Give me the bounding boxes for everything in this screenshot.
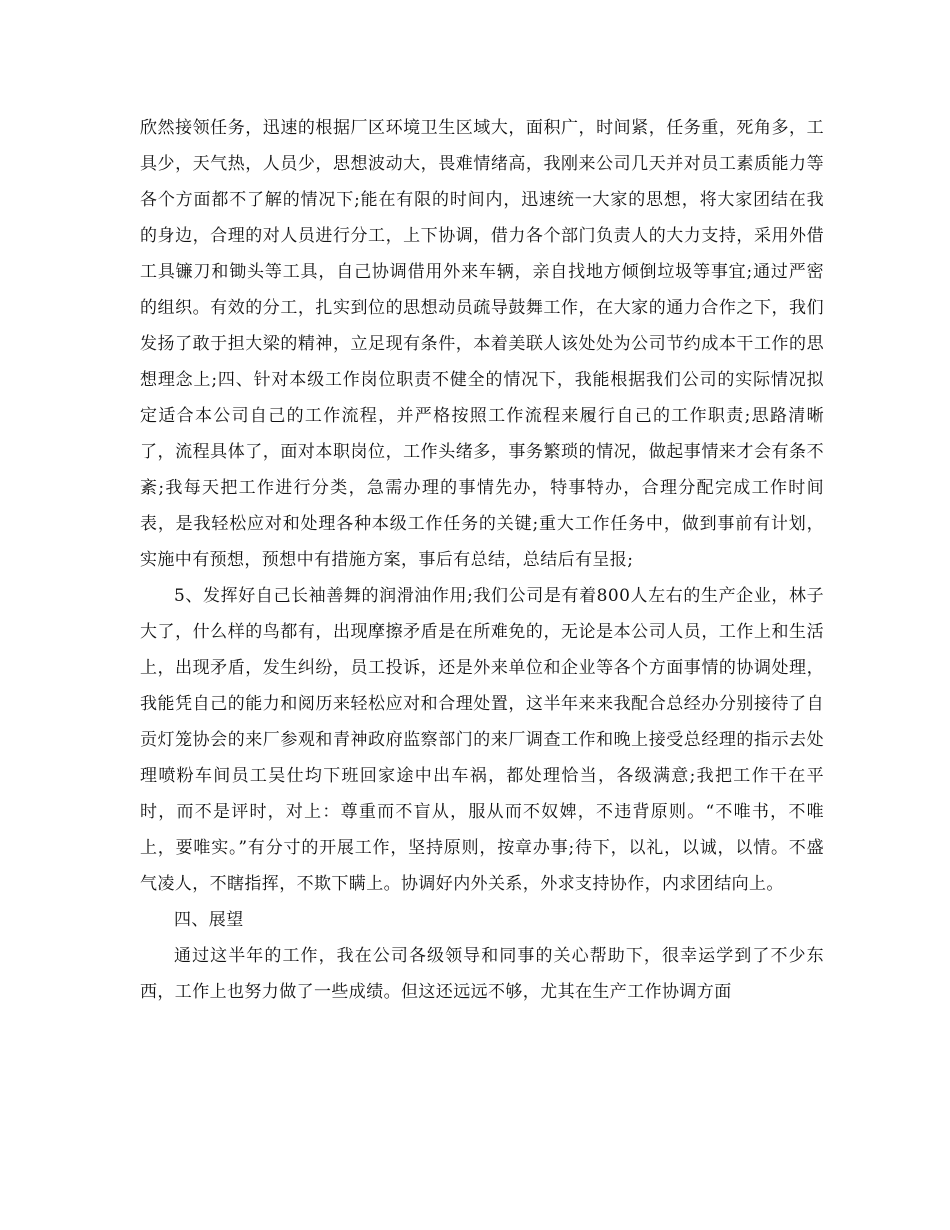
paragraph-outlook: 通过这半年的工作，我在公司各级领导和同事的关心帮助下，很幸运学到了不少东西，工作上也努力做了一些成绩。但这还远远不够，尤其在生产工作协调方面 — [140, 946, 824, 1002]
paragraph-coordination-role: 5、发挥好自己长袖善舞的润滑油作用;我们公司是有着800人左右的生产企业，林子大了，什么样的鸟都有，出现摩擦矛盾是在所难免的，无论是本公司人员，工作上和生活上，出现矛盾，发生纠纷，员工投诉，还是外来单位和企业等各个方面事情的协调处理，我能凭自己的能力和阅历来轻松应对和合理处置，这半年来来我配合总经办分别接待了自贡灯笼协会的来厂参观和青神政府监察部门的来厂调查工作和晚上接受总经理的指示去处理喷粉车间员工吴仕均下班回家途中出车祸，都处理恰当，各级满意;我把工作干在平时，而不是评时，对上：尊重而不盲从，服从而不奴婢，不违背原则。“不唯书，不唯上，要唯实。”有分寸的开展工作，坚持原则，按章办事;待下，以礼，以诚，以情。不盛气凌人，不瞎指挥，不欺下瞒上。协调好内外关系，外求支持协作，内求团结向上。 — [140, 586, 824, 894]
paragraph-task-summary: 欣然接领任务，迅速的根据厂区环境卫生区域大，面积广，时间紧，任务重，死角多，工具少，天气热，人员少，思想波动大，畏难情绪高，我刚来公司几天并对员工素质能力等各个方面都不了解的情况下;能在有限的时间内，迅速统一大家的思想，将大家团结在我的身边，合理的对人员进行分工，上下协调，借力各个部门负责人的大力支持，采用外借工具镰刀和锄头等工具，自己协调借用外来车辆，亲自找地方倾倒垃圾等事宜;通过严密的组织。有效的分工，扎实到位的思想动员疏导鼓舞工作，在大家的通力合作之下，我们发扬了敢于担大梁的精神，立足现有条件，本着美联人该处处为公司节约成本干工作的思想理念上;四、针对本级工作岗位职责不健全的情况下，我能根据我们公司的实际情况拟定适合本公司自己的工作流程，并严格按照工作流程来履行自己的工作职责;思路清晰了，流程具体了，面对本职岗位，工作头绪多，事务繁琐的情况，做起事情来才会有条不紊;我每天把工作进行分类，急需办理的事情先办，特事特办，合理分配完成工作时间表，是我轻松应对和处理各种本级工作任务的关键;重大工作任务中，做到事前有计划，实施中有预想，预想中有措施方案，事后有总结，总结后有呈报; — [140, 118, 824, 570]
document-body — [140, 110, 824, 1010]
section-heading-outlook: 四、展望 — [174, 910, 244, 930]
